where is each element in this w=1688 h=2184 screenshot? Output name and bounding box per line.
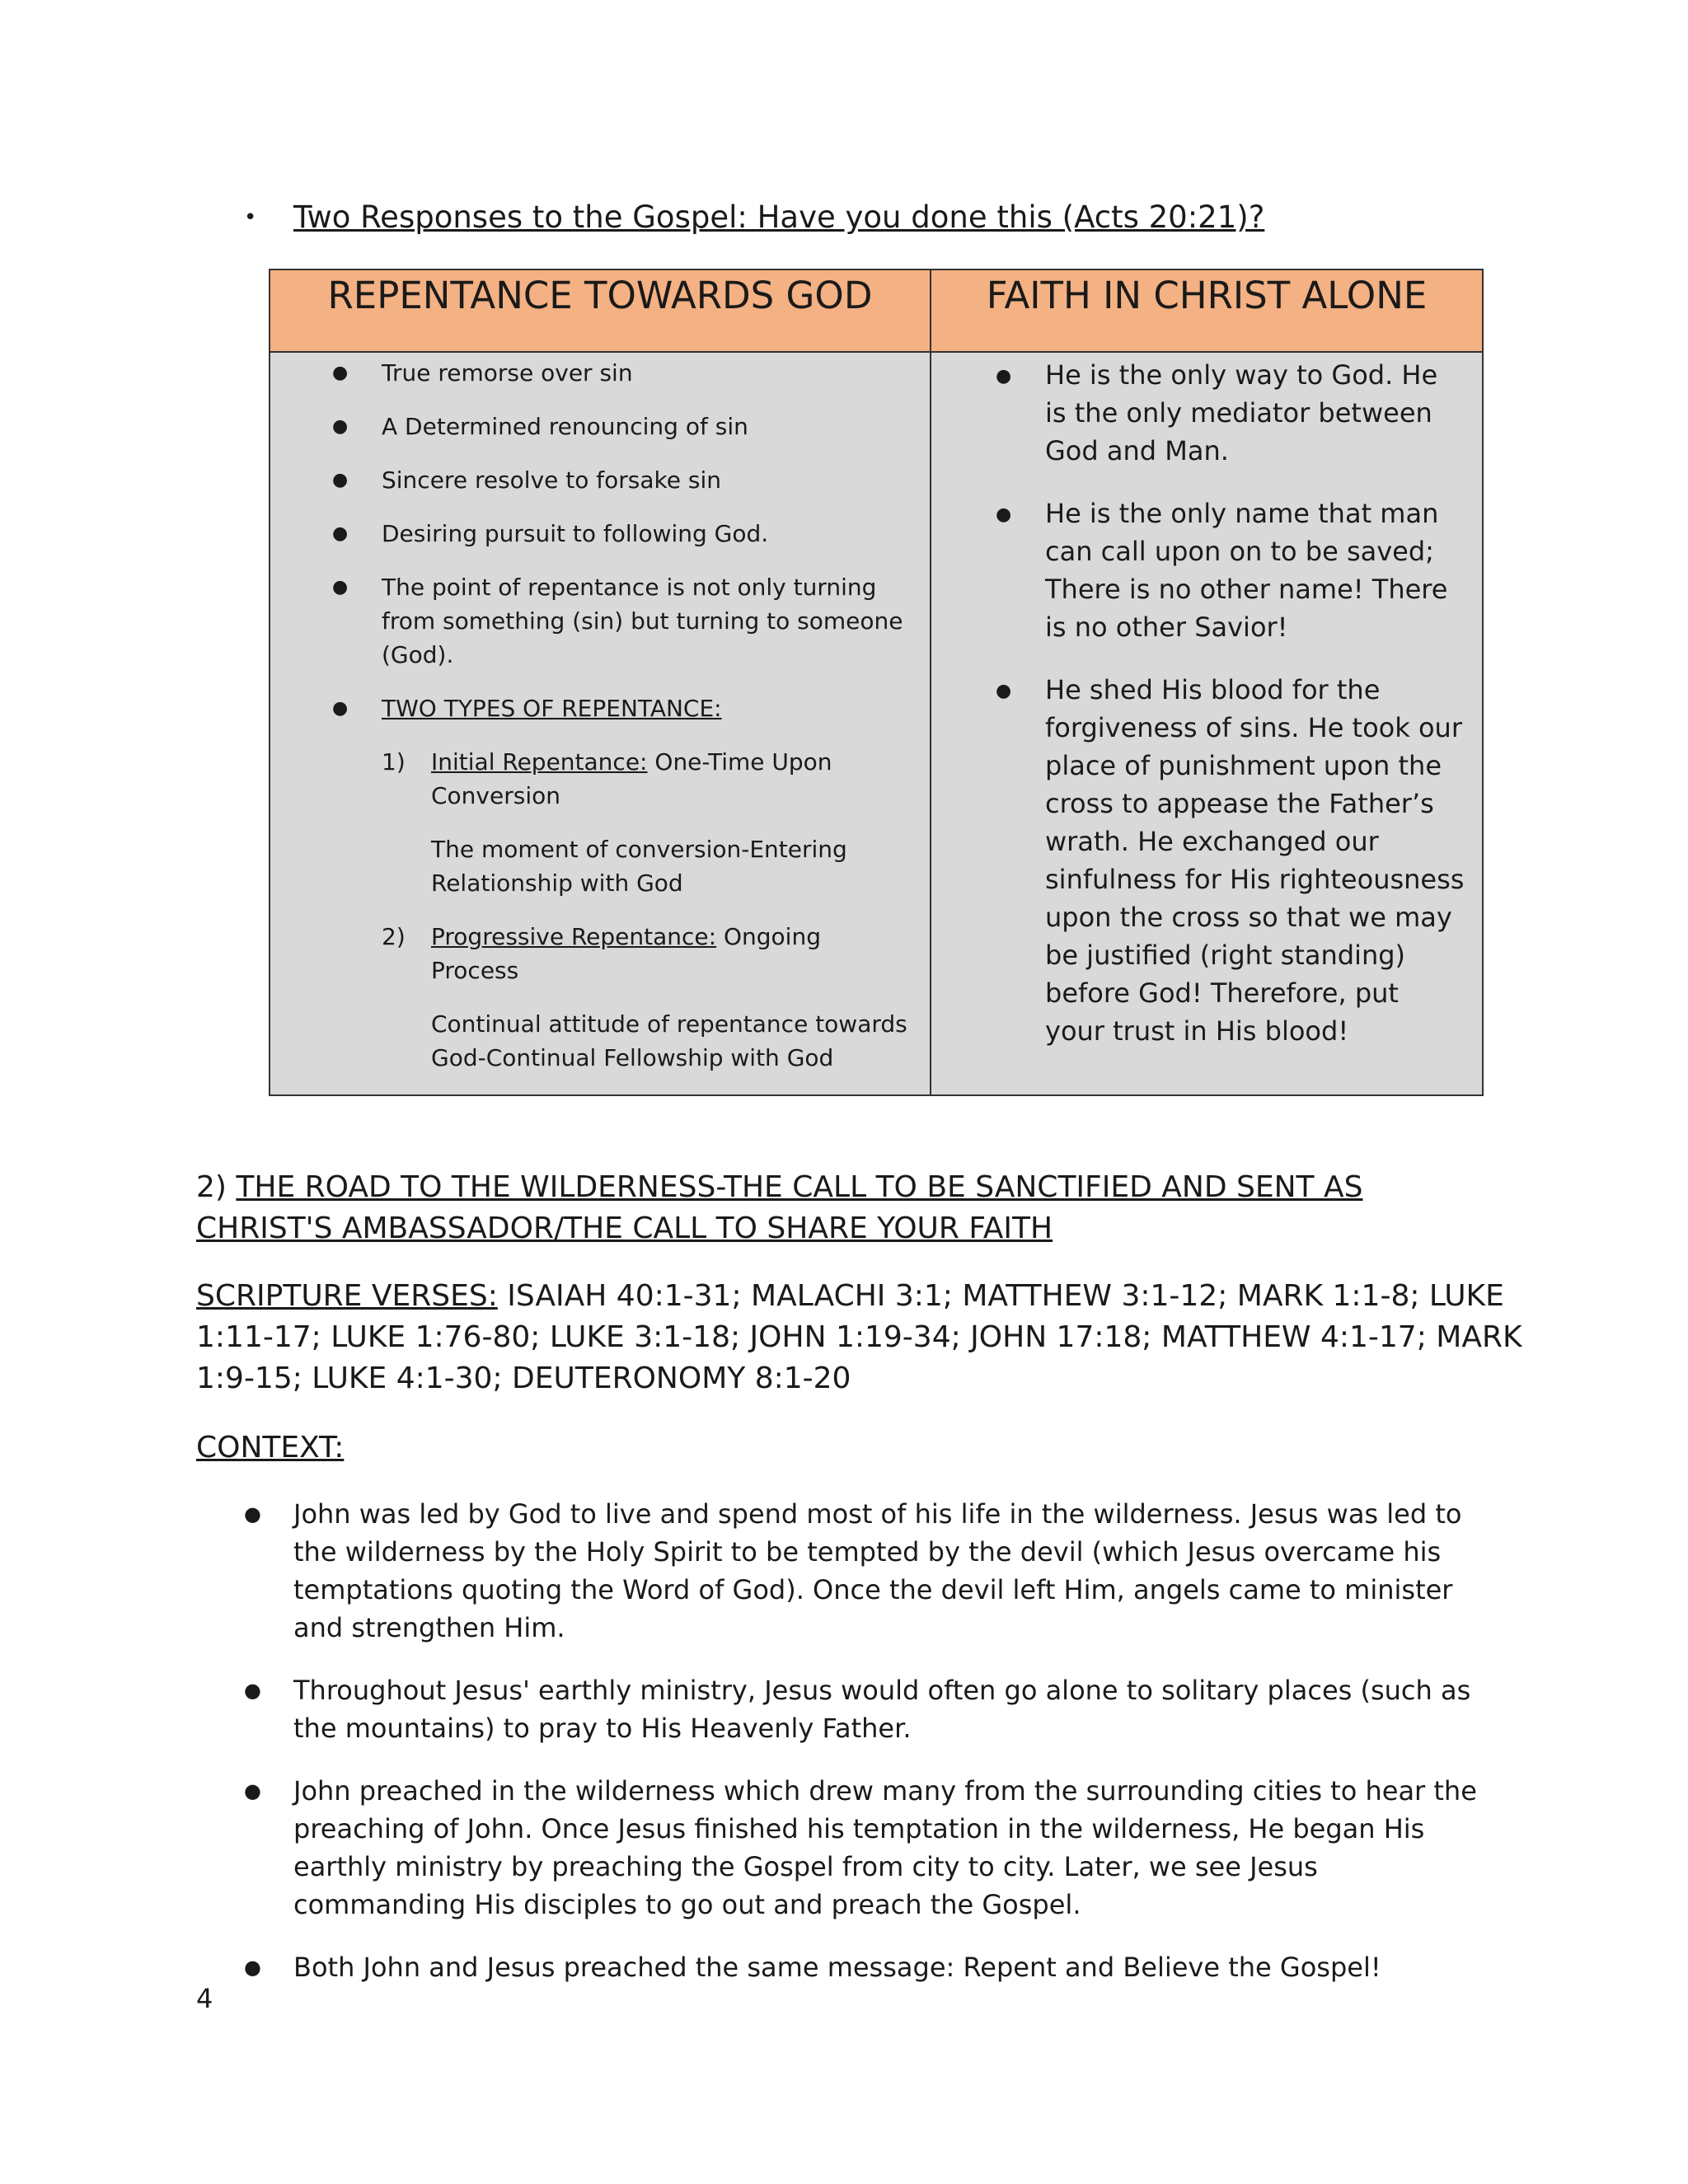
list-item <box>332 691 913 725</box>
progressive-repentance-note: Continual attitude of repentance towards God-Continual Fellowship with God <box>431 1010 907 1071</box>
bullet-icon: ● <box>332 470 349 490</box>
bullet-icon: ● <box>332 577 349 598</box>
item-number: 2) <box>382 923 406 950</box>
item-number: 1) <box>382 748 406 776</box>
context-list <box>244 1495 1480 2011</box>
heading-text: Two Responses to the Gospel: Have you done this (Acts 20:21)? <box>293 199 1265 235</box>
repentance-cell <box>270 352 931 1095</box>
list-item: ● Sincere resolve to forsake sin <box>332 463 913 497</box>
table-body-row <box>270 352 1483 1095</box>
list-item: ● He is the only way to God. He is the only mediator between God and Man. <box>996 359 1438 466</box>
faith-cell <box>931 352 1483 1095</box>
bullet-icon: ● <box>244 1502 261 1526</box>
list-item: ● He shed His blood for the forgiveness of sins. He took our place of punishment upon the cross to appease the Father’s wrath. He exchanged our sinfulness for His righteousness upon the cross so that we may be justified (right standing) before God! Therefore, put your trust in His blood! <box>996 674 1465 1047</box>
gospel-responses-heading <box>244 194 1563 241</box>
list-item: ● John was led by God to live and spend most of his life in the wilderness. Jesus was led to the wilderness by the Holy Spirit to be tempted by the devil (which Jesus overcame his temptations quoting the Word of God). Once the devil left Him, angels came to minister and strengthen Him. <box>244 1495 1480 1647</box>
bullet-icon: • <box>244 205 257 230</box>
scripture-label: SCRIPTURE VERSES: <box>196 1279 498 1313</box>
list-item: ● Throughout Jesus' earthly ministry, Jesus would often go alone to solitary places (such as the mountains) to pray to His Heavenly Father. <box>244 1671 1480 1747</box>
faith-list <box>931 356 1482 1050</box>
scripture-text: ISAIAH 40:1-31; MALACHI 3:1; MATTHEW 3:1-12; MARK 1:1-8; LUKE 1:11-17; LUKE 1:76-80; LUKE 3:1-18; JOHN 1:19-34; JOHN 17:18; MATTHEW 4:1-17; MARK 1:9-15; LUKE 4:1-30; DEUTERONOMY 8:1-20 <box>196 1279 1522 1395</box>
initial-repentance-item <box>382 745 913 813</box>
initial-repentance-label: Initial Repentance: <box>431 748 648 776</box>
progressive-repentance-desc: Ongoing Process <box>431 923 821 984</box>
page-number: 4 <box>196 1983 213 2014</box>
repentance-types-heading: TWO TYPES OF REPENTANCE: <box>382 695 722 722</box>
bullet-icon: ● <box>244 1956 261 1979</box>
context-label: CONTEXT: <box>196 1431 345 1465</box>
progressive-repentance-item <box>382 920 913 987</box>
section-title-text: THE ROAD TO THE WILDERNESS-THE CALL TO BE SANCTIFIED AND SENT AS CHRIST'S AMBASSADOR/THE CALL TO SHARE YOUR FAITH <box>196 1170 1363 1245</box>
bullet-icon: ● <box>332 416 349 437</box>
bullet-icon: ● <box>244 1679 261 1702</box>
bullet-icon: ● <box>996 366 1012 387</box>
list-item: ● True remorse over sin <box>332 356 913 390</box>
faith-header: FAITH IN CHRIST ALONE <box>931 269 1483 352</box>
progressive-repentance-label: Progressive Repentance: <box>431 923 717 950</box>
repentance-header: REPENTANCE TOWARDS GOD <box>270 269 931 352</box>
list-item: ● A Determined renouncing of sin <box>332 410 913 443</box>
bullet-icon: ● <box>332 698 349 719</box>
bullet-icon: ● <box>332 523 349 544</box>
repentance-list <box>270 356 930 725</box>
bullet-icon: ● <box>996 504 1012 525</box>
bullet-icon: ● <box>996 681 1012 701</box>
list-item: ● The point of repentance is not only turning from something (sin) but turning to someone (God). <box>332 570 913 672</box>
initial-repentance-desc: One-Time Upon Conversion <box>431 748 832 809</box>
scripture-verses <box>196 1276 1531 1399</box>
bullet-icon: ● <box>244 1779 261 1802</box>
section-number: 2) <box>196 1170 237 1204</box>
bullet-icon: ● <box>332 363 349 383</box>
list-item: ● He is the only name that man can call upon on to be saved; There is no other name! There is no other Savior! <box>996 498 1448 643</box>
gospel-responses-table <box>269 269 1484 1096</box>
table-header-row <box>270 269 1483 352</box>
list-item: ● Desiring pursuit to following God. <box>332 517 913 551</box>
initial-repentance-note: The moment of conversion-Entering Relationship with God <box>431 836 847 897</box>
section-2-title <box>196 1167 1498 1249</box>
list-item: ● Both John and Jesus preached the same message: Repent and Believe the Gospel! <box>244 1948 1480 1986</box>
list-item: ● John preached in the wilderness which drew many from the surrounding cities to hear the preaching of John. Once Jesus finished his temptation in the wilderness, He began His earthly ministry by preaching the Gospel from city to city. Later, we see Jesus commanding His disciples to go out and preach the Gospel. <box>244 1772 1480 1924</box>
